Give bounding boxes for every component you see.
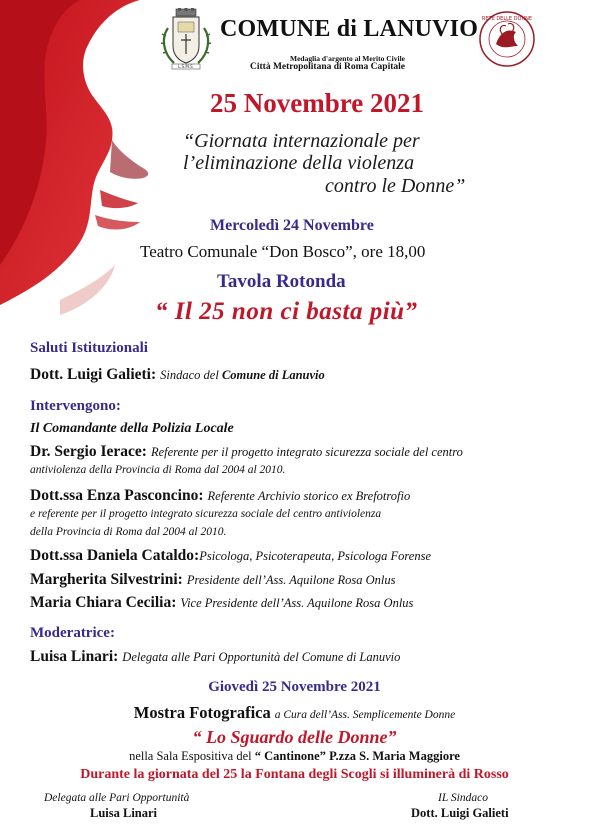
speaker-pasconcino [30, 487, 410, 505]
mostra-place [0, 749, 589, 764]
event-venue: Teatro Comunale “Don Bosco”, ore 18,00 [140, 242, 426, 261]
speaker-role: Referente Archivio storico ex Brefotrofio [207, 489, 411, 503]
event-slogan: “ Il 25 non ci basta più” [155, 298, 418, 325]
rete-donne-seal-icon [478, 10, 536, 68]
comune-crest-icon [158, 8, 214, 70]
speaker-name: Dott.ssa Enza Pasconcino: [30, 487, 204, 504]
speaker-role-continued: antiviolenza della Provincia di Roma dal 2004 al 2010. [30, 464, 286, 476]
moderatrice-heading: Moderatrice: [30, 625, 115, 641]
mostra-place-prefix: nella Sala Espositiva del [129, 749, 255, 763]
speaker-cataldo [30, 547, 431, 565]
signature-left-name: Luisa Linari [90, 806, 158, 820]
speaker-role: Referente per il progetto integrato sicurezza sociale del centro [150, 445, 463, 459]
speaker-name: Dr. Sergio Ierace: [30, 443, 147, 460]
speaker-silvestrini [30, 571, 395, 589]
speaker-name: Maria Chiara Cecilia: [30, 594, 177, 611]
moderatrice-name: Luisa Linari: [30, 648, 119, 665]
mostra-title: Mostra Fotografica [133, 703, 271, 722]
signature-left-role: Delegata alle Pari Opportunità [44, 792, 190, 804]
speaker-role: Presidente dell’Ass. Aquilone Rosa Onlus [186, 573, 396, 587]
seal-text: RETE DELLE DONNE [481, 16, 533, 22]
speaker-role: Vice Presidente dell’Ass. Aquilone Rosa Onlus [180, 596, 414, 610]
crest-text: L.S.M.S. [178, 64, 194, 69]
saluti-role-bold: Comune di Lanuvio [221, 368, 325, 382]
mostra-place-suffix: P.zza S. Maria Maggiore [325, 749, 460, 763]
event-format: Tavola Rotonda [217, 271, 346, 292]
event-quote-line-1: “Giornata internazionale per [183, 130, 420, 152]
speaker-role-continued: e referente per il progetto integrato sicurezza sociale del centro antiviolenza [30, 508, 382, 520]
moderatrice-role: Delegata alle Pari Opportunità del Comune di Lanuvio [122, 650, 401, 664]
medal-text: Medaglia d'argento al Merito Civile [290, 54, 405, 63]
speaker-role: Psicologa, Psicoterapeuta, Psicologa Forense [199, 549, 432, 563]
signature-right-role: IL Sindaco [438, 792, 488, 804]
event-quote-line-2: l’eliminazione della violenza [183, 152, 415, 174]
comune-title: COMUNE di LANUVIO [220, 16, 479, 42]
mostra-line [0, 703, 589, 723]
speaker-ierace [30, 443, 463, 461]
saluti-name: Dott. Luigi Galieti: [30, 366, 157, 383]
event-date: 25 Novembre 2021 [210, 88, 424, 118]
saluti-line [30, 366, 325, 384]
intervengono-heading: Intervengono: [30, 398, 121, 414]
moderatrice-line [30, 648, 400, 666]
metro-text: Città Metropolitana di Roma Capitale [250, 62, 405, 72]
speaker-role-continued: della Provincia di Roma dal 2004 al 2010. [30, 526, 227, 538]
speaker-cecilia [30, 594, 413, 612]
event-day: Mercoledì 24 Novembre [210, 217, 374, 234]
speaker-name: Dott.ssa Daniela Cataldo: [30, 547, 200, 564]
saluti-role-prefix: Sindaco del [160, 368, 222, 382]
mostra-exhibit: “ Lo Sguardo delle Donne” [192, 727, 397, 747]
mostra-place-bold: “ Cantinone” [254, 749, 326, 763]
fontana-notice: Durante la giornata del 25 la Fontana degli Scogli si illuminerà di Rosso [80, 767, 509, 782]
signature-right-name: Dott. Luigi Galieti [411, 806, 509, 820]
mostra-day: Giovedì 25 Novembre 2021 [208, 679, 381, 695]
comandante: Il Comandante della Polizia Locale [30, 421, 234, 436]
saluti-heading: Saluti Istituzionali [30, 340, 148, 356]
speaker-name: Margherita Silvestrini: [30, 571, 183, 588]
mostra-by: a Cura dell’Ass. Semplicemente Donne [274, 709, 456, 721]
event-quote-line-3: contro le Donne” [325, 175, 466, 197]
